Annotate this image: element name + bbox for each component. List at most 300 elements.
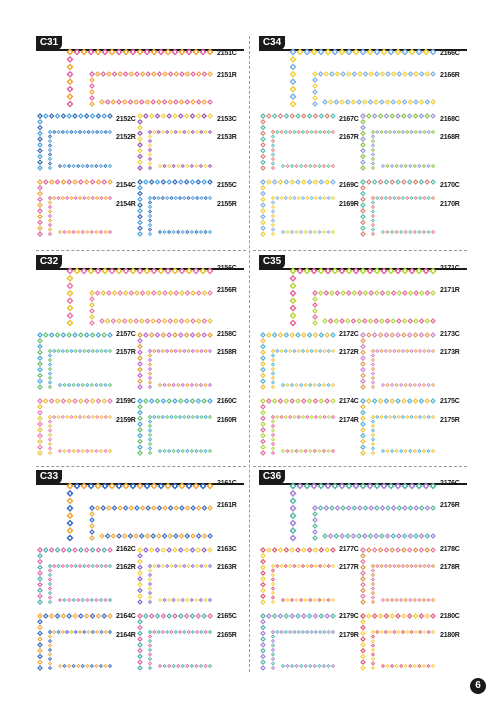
stitch-motif-center: [372, 425, 373, 426]
stitch-motif-center: [404, 270, 406, 272]
stitch-motif-center: [421, 320, 423, 322]
stitch-motif-center: [51, 615, 53, 617]
stitch-motif-center: [209, 549, 211, 551]
stitch-motif-center: [332, 115, 334, 117]
stitch-motif-center: [362, 227, 364, 229]
pattern-code: 2152R: [116, 134, 136, 141]
stitch-motif-center: [96, 665, 97, 666]
stitch-motif-center: [164, 665, 165, 666]
pattern-code: 2168R: [440, 134, 460, 141]
stitch-motif-center: [163, 115, 165, 117]
stitch-motif-center: [100, 231, 101, 232]
stitch-motif-center: [262, 638, 264, 640]
page-number: 6: [470, 678, 486, 694]
stitch-motif-center: [39, 204, 41, 206]
stitch-motif-center: [380, 615, 382, 617]
stitch-motif-center: [315, 181, 317, 183]
stitch-motif-center: [362, 578, 364, 580]
stitch-motif-center: [173, 599, 174, 600]
stitch-motif-center: [432, 400, 434, 402]
stitch-motif-center: [101, 320, 103, 322]
stitch-motif-center: [377, 565, 378, 566]
stitch-motif-center: [39, 150, 41, 152]
stitch-motif-center: [197, 416, 198, 417]
stitch-motif-center: [39, 621, 41, 623]
stitch-motif-center: [145, 181, 147, 183]
stitch-motif-center: [91, 304, 93, 306]
stitch-motif-center: [139, 423, 141, 425]
stitch-motif-center: [386, 334, 388, 336]
pattern-code: 2180R: [440, 632, 460, 639]
stitch-motif-center: [262, 144, 264, 146]
stitch-motif-center: [139, 590, 141, 592]
stitch-motif-center: [105, 231, 106, 232]
stitch-motif-center: [297, 615, 299, 617]
stitch-motif-center: [91, 79, 93, 81]
stitch-motif-center: [164, 165, 165, 166]
stitch-motif-center: [209, 51, 211, 53]
stitch-motif-center: [209, 165, 210, 166]
stitch-motif-center: [205, 416, 206, 417]
stitch-motif-center: [315, 197, 316, 198]
stitch-motif-center: [401, 665, 402, 666]
stitch-motif-center: [179, 197, 180, 198]
stitch-motif-center: [321, 334, 323, 336]
stitch-motif-center: [287, 599, 288, 600]
stitch-motif-center: [49, 570, 50, 571]
stitch-motif-center: [114, 292, 116, 294]
stitch-motif-center: [39, 578, 41, 580]
stitch-motif-center: [54, 565, 55, 566]
stitch-motif-center: [139, 352, 141, 354]
stitch-motif-center: [49, 149, 50, 150]
stitch-motif-center: [326, 115, 328, 117]
stitch-motif-center: [409, 400, 411, 402]
stitch-motif-center: [382, 450, 383, 451]
stitch-motif-center: [292, 66, 294, 68]
stitch-motif-center: [401, 384, 402, 385]
stitch-motif-center: [347, 101, 349, 103]
stitch-motif-center: [332, 416, 333, 417]
stitch-motif-center: [57, 115, 59, 117]
stitch-motif-center: [393, 73, 395, 75]
stitch-motif-center: [421, 181, 423, 183]
stitch-motif-center: [76, 270, 78, 272]
pattern-code: 2153R: [217, 134, 237, 141]
stitch-motif-center: [348, 270, 350, 272]
stitch-motif-center: [63, 549, 65, 551]
stitch-motif-center: [167, 631, 168, 632]
stitch-motif-center: [386, 181, 388, 183]
stitch-motif-center: [370, 292, 372, 294]
stitch-motif-center: [405, 665, 406, 666]
stitch-motif-center: [164, 384, 165, 385]
stitch-motif-center: [370, 101, 372, 103]
stitch-motif-center: [292, 277, 294, 279]
stitch-motif-center: [109, 131, 110, 132]
stitch-motif-center: [182, 599, 183, 600]
stitch-motif-center: [415, 350, 416, 351]
stitch-motif-center: [292, 81, 294, 83]
stitch-motif-center: [309, 334, 311, 336]
stitch-motif-center: [162, 197, 163, 198]
stitch-motif-center: [180, 615, 182, 617]
stitch-motif-center: [173, 450, 174, 451]
stitch-motif-center: [272, 373, 273, 374]
stitch-motif-center: [49, 136, 50, 137]
pattern-code: 2176C: [440, 480, 460, 487]
stitch-motif-center: [403, 615, 405, 617]
stitch-motif-center: [311, 350, 312, 351]
stitch-motif-center: [309, 549, 311, 551]
stitch-motif-center: [301, 665, 302, 666]
stitch-motif-center: [59, 231, 60, 232]
stitch-motif-center: [154, 131, 155, 132]
stitch-motif-center: [145, 115, 147, 117]
stitch-motif-center: [109, 665, 110, 666]
stitch-motif-center: [151, 615, 153, 617]
stitch-motif-center: [39, 375, 41, 377]
stitch-motif-center: [175, 101, 177, 103]
stitch-motif-center: [181, 535, 183, 537]
stitch-motif-center: [78, 165, 79, 166]
stitch-motif-center: [376, 292, 378, 294]
stitch-motif-center: [113, 320, 115, 322]
stitch-motif-center: [49, 588, 50, 589]
stitch-motif-center: [313, 51, 315, 53]
stitch-motif-center: [139, 127, 141, 129]
stitch-motif-center: [432, 535, 434, 537]
stitch-motif-center: [337, 292, 339, 294]
stitch-motif-center: [139, 446, 141, 448]
stitch-motif-center: [201, 565, 202, 566]
stitch-motif-center: [51, 181, 53, 183]
stitch-motif-center: [294, 565, 295, 566]
stitch-motif-center: [69, 51, 71, 53]
stitch-motif-center: [272, 434, 273, 435]
stitch-motif-center: [105, 631, 106, 632]
stitch-motif-center: [75, 565, 76, 566]
stitch-motif-center: [310, 450, 311, 451]
stitch-motif-center: [91, 537, 93, 539]
stitch-motif-center: [290, 197, 291, 198]
pattern-code: 2157R: [116, 349, 136, 356]
stitch-motif-center: [86, 334, 88, 336]
stitch-motif-center: [68, 665, 69, 666]
stitch-motif-center: [341, 270, 343, 272]
stitch-motif-center: [101, 416, 102, 417]
stitch-motif-center: [362, 150, 364, 152]
stitch-motif-center: [136, 292, 138, 294]
stitch-motif-center: [168, 165, 169, 166]
stitch-motif-center: [145, 334, 147, 336]
stitch-motif-center: [315, 350, 316, 351]
stitch-motif-center: [49, 645, 50, 646]
stitch-motif-center: [39, 161, 41, 163]
stitch-motif-center: [298, 131, 299, 132]
stitch-motif-center: [39, 193, 41, 195]
stitch-motif-center: [324, 197, 325, 198]
stitch-motif-center: [286, 115, 288, 117]
stitch-motif-center: [262, 667, 264, 669]
stitch-motif-center: [323, 384, 324, 385]
stitch-motif-center: [79, 350, 80, 351]
stitch-motif-center: [188, 131, 189, 132]
stitch-motif-center: [139, 638, 141, 640]
stitch-motif-center: [262, 584, 264, 586]
stitch-motif-center: [109, 631, 110, 632]
stitch-motif-center: [415, 565, 416, 566]
stitch-motif-center: [401, 231, 402, 232]
stitch-motif-center: [69, 285, 71, 287]
stitch-motif-center: [420, 631, 421, 632]
stitch-motif-center: [419, 231, 420, 232]
stitch-motif-center: [383, 51, 385, 53]
stitch-motif-center: [272, 229, 273, 230]
stitch-motif-center: [272, 667, 273, 668]
stitch-motif-center: [291, 165, 292, 166]
stitch-motif-center: [372, 158, 373, 159]
stitch-motif-center: [272, 131, 273, 132]
stitch-motif-center: [108, 292, 110, 294]
stitch-motif-center: [391, 450, 392, 451]
stitch-motif-center: [285, 131, 286, 132]
stitch-motif-center: [411, 51, 413, 53]
stitch-motif-center: [272, 592, 273, 593]
stitch-motif-center: [184, 350, 185, 351]
stitch-motif-center: [372, 434, 373, 435]
stitch-motif-center: [324, 631, 325, 632]
stitch-motif-center: [301, 384, 302, 385]
stitch-motif-center: [332, 631, 333, 632]
stitch-motif-center: [67, 416, 68, 417]
stitch-motif-center: [432, 51, 434, 53]
stitch-motif-center: [96, 599, 97, 600]
stitch-motif-center: [280, 115, 282, 117]
stitch-motif-center: [396, 384, 397, 385]
stitch-motif-center: [387, 599, 388, 600]
stitch-motif-center: [168, 549, 170, 551]
stitch-motif-center: [292, 96, 294, 98]
stitch-motif-center: [100, 384, 101, 385]
stitch-motif-center: [359, 73, 361, 75]
stitch-motif-center: [69, 292, 71, 294]
stitch-motif-center: [362, 127, 364, 129]
stitch-motif-center: [153, 51, 155, 53]
stitch-motif-center: [423, 665, 424, 666]
stitch-motif-center: [262, 406, 264, 408]
stitch-motif-center: [274, 115, 276, 117]
stitch-motif-center: [391, 165, 392, 166]
stitch-motif-center: [205, 565, 206, 566]
stitch-motif-center: [86, 615, 88, 617]
stitch-motif-center: [209, 320, 211, 322]
stitch-motif-center: [306, 51, 308, 53]
stitch-motif-center: [157, 615, 159, 617]
stitch-motif-center: [73, 450, 74, 451]
stitch-motif-center: [328, 384, 329, 385]
stitch-motif-center: [188, 485, 190, 487]
stitch-motif-center: [390, 631, 391, 632]
stitch-motif-center: [294, 416, 295, 417]
stitch-motif-center: [69, 485, 71, 487]
stitch-motif-center: [49, 167, 50, 168]
stitch-motif-center: [91, 310, 93, 312]
stitch-motif-center: [302, 416, 303, 417]
stitch-motif-center: [397, 615, 399, 617]
stitch-motif-center: [188, 565, 189, 566]
stitch-motif-center: [309, 400, 311, 402]
stitch-motif-center: [49, 350, 50, 351]
stitch-motif-center: [49, 382, 50, 383]
stitch-motif-center: [272, 597, 273, 598]
stitch-motif-center: [49, 601, 50, 602]
stitch-motif-center: [410, 73, 412, 75]
stitch-motif-center: [375, 101, 377, 103]
stitch-motif-center: [91, 513, 93, 515]
stitch-motif-center: [67, 197, 68, 198]
pattern-code: 2156R: [217, 287, 237, 294]
stitch-motif-center: [272, 154, 273, 155]
stitch-motif-center: [139, 199, 141, 201]
stitch-motif-center: [96, 450, 97, 451]
stitch-motif-center: [292, 307, 294, 309]
stitch-motif-center: [209, 73, 211, 75]
stitch-motif-center: [415, 615, 417, 617]
stitch-motif-center: [328, 231, 329, 232]
stitch-motif-center: [303, 549, 305, 551]
stitch-motif-center: [173, 665, 174, 666]
stitch-motif-center: [74, 615, 76, 617]
stitch-motif-center: [209, 101, 211, 103]
stitch-motif-center: [153, 507, 155, 509]
stitch-motif-center: [272, 439, 273, 440]
stitch-motif-center: [397, 181, 399, 183]
stitch-motif-center: [109, 115, 111, 117]
stitch-motif-center: [432, 115, 434, 117]
stitch-motif-center: [49, 163, 50, 164]
stitch-motif-center: [186, 101, 188, 103]
stitch-motif-center: [410, 292, 412, 294]
stitch-motif-center: [149, 229, 150, 230]
stitch-motif-center: [203, 400, 205, 402]
stitch-motif-center: [394, 197, 395, 198]
stitch-motif-center: [332, 231, 333, 232]
stitch-motif-center: [69, 515, 71, 517]
pattern-code: 2161C: [217, 480, 237, 487]
stitch-motif-center: [287, 665, 288, 666]
stitch-motif-center: [69, 322, 71, 324]
stitch-motif-center: [101, 565, 102, 566]
stitch-motif-center: [125, 507, 127, 509]
stitch-motif-center: [149, 601, 150, 602]
stitch-motif-center: [332, 350, 333, 351]
stitch-motif-center: [49, 574, 50, 575]
stitch-motif-center: [154, 416, 155, 417]
stitch-motif-center: [87, 165, 88, 166]
stitch-motif-center: [272, 377, 273, 378]
stitch-motif-center: [180, 115, 182, 117]
stitch-motif-center: [383, 485, 385, 487]
stitch-motif-center: [272, 224, 273, 225]
stitch-motif-center: [428, 197, 429, 198]
stitch-motif-center: [58, 350, 59, 351]
stitch-motif-center: [118, 485, 120, 487]
stitch-motif-center: [409, 334, 411, 336]
stitch-motif-center: [303, 615, 305, 617]
stitch-motif-center: [365, 507, 367, 509]
stitch-motif-center: [272, 197, 273, 198]
pattern-code: 2152C: [116, 116, 136, 123]
stitch-motif-center: [272, 167, 273, 168]
stitch-motif-center: [139, 661, 141, 663]
stitch-motif-center: [381, 320, 383, 322]
stitch-motif-center: [175, 197, 176, 198]
stitch-motif-center: [74, 400, 76, 402]
stitch-motif-center: [372, 588, 373, 589]
stitch-motif-center: [57, 400, 59, 402]
stitch-motif-center: [428, 231, 429, 232]
stitch-motif-center: [262, 644, 264, 646]
stitch-motif-center: [262, 567, 264, 569]
stitch-motif-center: [421, 115, 423, 117]
stitch-motif-center: [78, 450, 79, 451]
stitch-motif-center: [209, 115, 211, 117]
stitch-motif-center: [162, 131, 163, 132]
stitch-motif-center: [362, 161, 364, 163]
stitch-motif-center: [49, 233, 50, 234]
stitch-motif-center: [39, 638, 41, 640]
stitch-motif-center: [178, 599, 179, 600]
stitch-motif-center: [119, 507, 121, 509]
stitch-motif-center: [91, 73, 93, 75]
stitch-motif-center: [285, 350, 286, 351]
stitch-motif-center: [372, 167, 373, 168]
stitch-motif-center: [391, 231, 392, 232]
stitch-motif-center: [320, 485, 322, 487]
stitch-motif-center: [285, 197, 286, 198]
stitch-motif-center: [403, 400, 405, 402]
stitch-motif-center: [149, 439, 150, 440]
stitch-motif-center: [39, 555, 41, 557]
stitch-motif-center: [411, 565, 412, 566]
stitch-motif-center: [39, 222, 41, 224]
stitch-motif-center: [286, 400, 288, 402]
stitch-motif-center: [174, 115, 176, 117]
stitch-motif-center: [414, 384, 415, 385]
stitch-motif-center: [262, 452, 264, 454]
stitch-motif-center: [139, 615, 141, 617]
stitch-motif-center: [314, 292, 316, 294]
stitch-motif-center: [209, 350, 210, 351]
stitch-motif-center: [326, 400, 328, 402]
stitch-motif-center: [372, 448, 373, 449]
stitch-motif-center: [376, 51, 378, 53]
stitch-motif-center: [39, 561, 41, 563]
stitch-motif-center: [372, 211, 373, 212]
stitch-motif-center: [49, 377, 50, 378]
stitch-motif-center: [39, 429, 41, 431]
stitch-motif-center: [393, 292, 395, 294]
stitch-motif-center: [168, 665, 169, 666]
stitch-motif-center: [415, 334, 417, 336]
stitch-motif-center: [262, 156, 264, 158]
stitch-motif-center: [188, 631, 189, 632]
stitch-motif-center: [39, 357, 41, 359]
stitch-motif-center: [69, 66, 71, 68]
stitch-motif-center: [402, 631, 403, 632]
stitch-motif-center: [158, 631, 159, 632]
